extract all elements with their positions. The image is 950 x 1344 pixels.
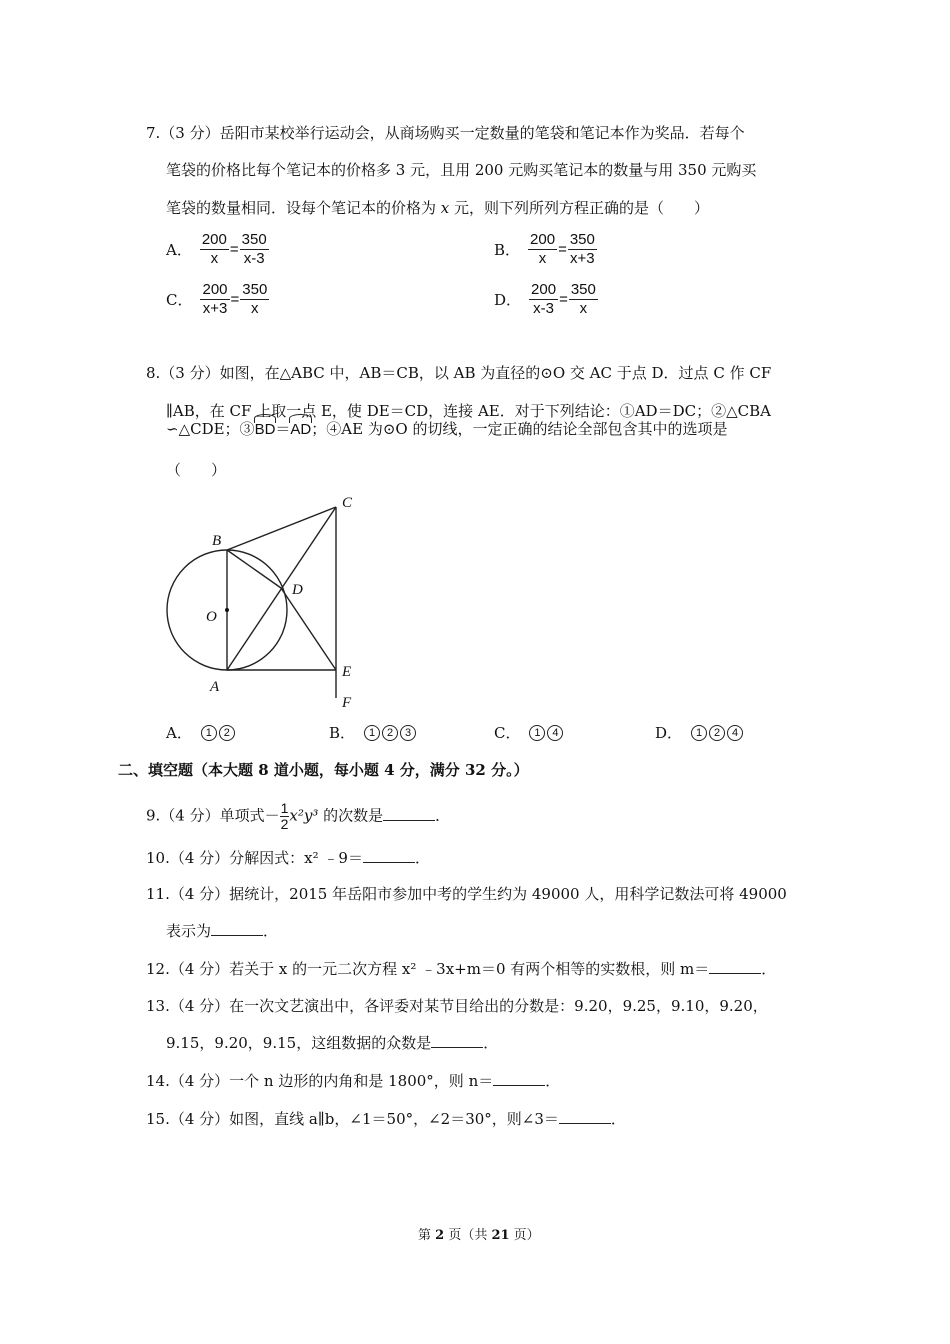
label-e: E xyxy=(342,664,352,680)
q8-option-b[interactable]: B． 1 2 3 xyxy=(329,722,417,743)
center-point xyxy=(225,608,229,612)
label-o: O xyxy=(206,609,217,625)
q7-option-d[interactable]: D． $\frac{200}{x-3}$ = $\frac{350}{x}$ xyxy=(494,281,596,317)
arc-bd: BD xyxy=(254,421,276,438)
q7-line1: 7.（3 分）岳阳市某校举行运动会，从商场购买一定数量的笔袋和笔记本作为奖品．若每个 xyxy=(146,124,745,142)
q14: 14.（4 分）一个 n 边形的内角和是 1800°，则 n＝ ． xyxy=(146,1072,561,1090)
q7-option-a[interactable]: A． $\frac{200}{x}$ = $\frac{350}{x-3}$ xyxy=(166,231,267,267)
q11-line2: 表示为 ． xyxy=(166,922,279,940)
answer-blank-15[interactable] xyxy=(559,1109,611,1124)
label-d: D xyxy=(292,582,303,598)
answer-blank-10[interactable] xyxy=(363,848,415,863)
q11-line1: 11.（4 分）据统计，2015 年岳阳市参加中考的学生约为 49000 人，用科学记数法可将 49000 xyxy=(146,885,787,903)
q8-line3: ∽△CDE；③BD＝AD；④AE 为⊙O 的切线，一定正确的结论全部包含其中的选项是 xyxy=(166,420,728,438)
label-c: C xyxy=(342,495,353,511)
q13-line1: 13.（4 分）在一次文艺演出中，各评委对某节目给出的分数是：9.20，9.25，9.10，9.20， xyxy=(146,997,768,1015)
section-title: 二、填空题（本大题 8 道小题，每小题 4 分，满分 32 分。） xyxy=(118,761,529,779)
page-footer: 第 2 页（共 21 页） xyxy=(418,1228,540,1243)
q7-option-c[interactable]: C． $\frac{200}{x+3}$ = $\frac{350}{x}$ xyxy=(166,281,268,317)
label-a: A xyxy=(210,679,220,695)
label-b: B xyxy=(212,533,222,549)
q8-line2: ∥AB，在 CF 上取一点 E，使 DE＝CD，连接 AE．对于下列结论：①AD＝DC；②△CBA xyxy=(166,402,771,420)
q13-line2: 9.15，9.20，9.15，这组数据的众数是 ． xyxy=(166,1034,499,1052)
geometry-figure xyxy=(160,490,380,715)
q7-option-b[interactable]: B． $\frac{200}{x}$ = $\frac{350}{x+3}$ xyxy=(494,231,595,267)
answer-blank-12[interactable] xyxy=(709,959,761,974)
q8-option-d[interactable]: D． 1 2 4 xyxy=(655,722,744,743)
answer-blank-14[interactable] xyxy=(493,1071,545,1086)
arc-ad: AD xyxy=(290,421,312,438)
answer-blank-11[interactable] xyxy=(211,921,263,936)
answer-blank-13[interactable] xyxy=(431,1033,483,1048)
q15: 15.（4 分）如图，直线 a∥b，∠1＝50°，∠2＝30°，则∠3＝ ． xyxy=(146,1110,626,1128)
segment-de xyxy=(281,588,336,670)
q9: 9.（4 分）单项式－ $\frac{1}{2}$ x²y³ 的次数是 ． xyxy=(146,800,451,832)
q7-line2: 笔袋的价格比每个笔记本的价格多 3 元，且用 200 元购买笔记本的数量与用 350 元购买 xyxy=(166,161,757,179)
label-f: F xyxy=(342,695,352,711)
q8-line1: 8.（3 分）如图，在△ABC 中，AB＝CB，以 AB 为直径的⊙O 交 AC 于点 D．过点 C 作 CF xyxy=(146,364,772,382)
q10: 10.（4 分）分解因式：x² ﹣9＝ ． xyxy=(146,849,430,867)
q8-option-a[interactable]: A． 1 2 xyxy=(166,722,236,743)
segment-bc xyxy=(227,507,336,550)
q7-line3: 笔袋的数量相同．设每个笔记本的价格为 x 元，则下列所列方程正确的是（ ） xyxy=(166,199,710,217)
q8-option-c[interactable]: C． 1 4 xyxy=(494,722,564,743)
answer-blank-9[interactable] xyxy=(383,806,435,821)
q12: 12.（4 分）若关于 x 的一元二次方程 x² ﹣3x+m＝0 有两个相等的实数根，则 m＝ ． xyxy=(146,960,777,978)
q8-line4: （ ） xyxy=(166,461,227,479)
